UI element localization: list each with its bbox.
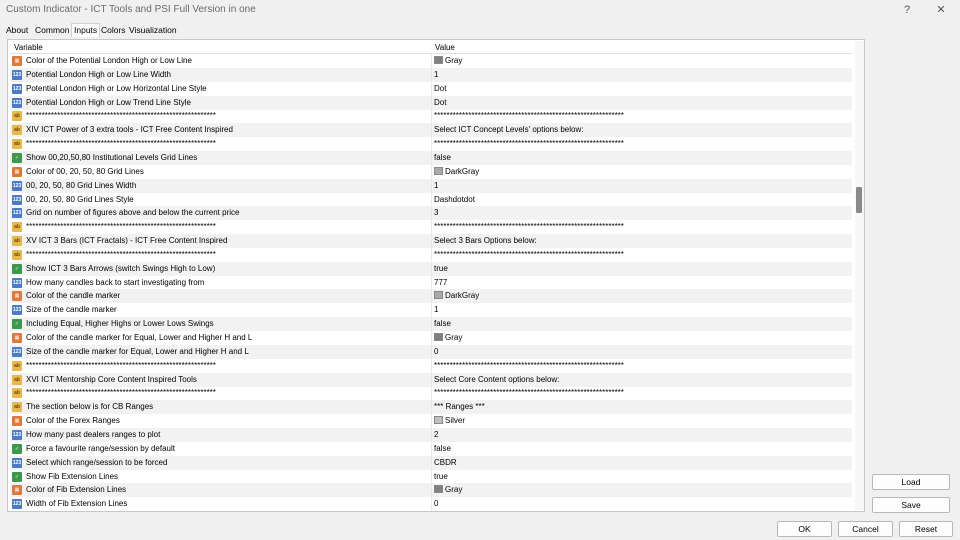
value-text: Silver xyxy=(445,416,466,426)
variable-value[interactable] xyxy=(434,430,844,439)
table-row[interactable] xyxy=(10,82,852,96)
variable-name: Potential London High or Low Trend Line Style xyxy=(26,97,191,107)
column-divider xyxy=(431,414,432,428)
variable-name: Show Fib Extension Lines xyxy=(26,471,119,481)
inputs-grid xyxy=(10,54,852,511)
column-divider xyxy=(431,179,432,193)
help-icon[interactable]: ? xyxy=(903,4,911,16)
variable-value[interactable] xyxy=(434,388,844,397)
column-header-value[interactable]: Value xyxy=(435,43,455,52)
variable-name: ************************************************************* xyxy=(26,222,216,232)
variable-value[interactable] xyxy=(434,222,844,231)
window-title: Custom Indicator - ICT Tools and PSI Full Version in one xyxy=(6,4,256,15)
variable-value[interactable] xyxy=(434,195,844,204)
table-row[interactable] xyxy=(10,331,852,345)
value-text: true xyxy=(434,263,448,273)
column-divider xyxy=(431,82,432,96)
color-swatch xyxy=(434,167,443,175)
variable-value[interactable] xyxy=(434,485,844,494)
variable-name: Size of the candle marker xyxy=(26,305,117,315)
value-text: DarkGray xyxy=(445,291,480,301)
value-text: ************************************************************* xyxy=(434,111,624,121)
vertical-scrollbar[interactable] xyxy=(855,41,864,510)
variable-name: XV ICT 3 Bars (ICT Fractals) - ICT Free Content Inspired xyxy=(26,236,228,246)
column-divider xyxy=(431,470,432,484)
table-row[interactable] xyxy=(10,109,852,123)
column-divider xyxy=(431,276,432,290)
text-icon: ab xyxy=(12,236,22,246)
value-text: false xyxy=(434,152,451,162)
color-swatch xyxy=(434,56,443,64)
variable-name: Color of the Potential London High or Low Line xyxy=(26,56,192,65)
variable-name: Width of Fib Extension Lines xyxy=(26,499,128,509)
variable-name: ************************************************************* xyxy=(26,111,216,121)
number-icon: 123 xyxy=(12,182,22,189)
variable-value[interactable] xyxy=(434,167,844,176)
number-icon: 123 xyxy=(12,348,22,355)
variable-name: How many past dealers ranges to plot xyxy=(26,429,161,439)
text-icon: ab xyxy=(12,222,22,232)
tab-visualization[interactable]: Visualization xyxy=(129,25,177,35)
text-icon: ab xyxy=(12,250,22,260)
variable-name: How many candles back to start investigating from xyxy=(26,277,205,287)
table-row[interactable] xyxy=(10,276,852,290)
color-icon: ▦ xyxy=(12,416,22,426)
variable-name: ************************************************************* xyxy=(26,139,216,149)
variable-value[interactable] xyxy=(434,278,844,287)
variable-value[interactable] xyxy=(434,139,844,148)
color-icon: ▦ xyxy=(12,291,22,301)
column-divider xyxy=(431,317,432,331)
table-row[interactable] xyxy=(10,470,852,484)
value-text: ************************************************************* xyxy=(434,388,624,398)
value-text: ************************************************************* xyxy=(434,139,624,149)
variable-name: Potential London High or Low Horizontal Line Style xyxy=(26,83,207,93)
column-divider xyxy=(431,442,432,456)
variable-value[interactable] xyxy=(434,305,844,314)
color-icon: ▦ xyxy=(12,56,22,66)
tab-bar xyxy=(0,22,960,39)
variable-name: Show 00,20,50,80 Institutional Levels Grid Lines xyxy=(26,152,198,162)
save-button[interactable]: Save xyxy=(872,497,950,513)
variable-name: ************************************************************* xyxy=(26,360,216,370)
table-row[interactable] xyxy=(10,303,852,317)
value-text: 1 xyxy=(434,305,439,315)
tab-inputs[interactable]: Inputs xyxy=(71,23,100,37)
variable-value[interactable] xyxy=(434,250,844,259)
color-swatch xyxy=(434,291,443,299)
table-row[interactable] xyxy=(10,317,852,331)
value-text: Gray xyxy=(445,56,463,65)
grid-header xyxy=(10,42,852,54)
scrollbar-thumb[interactable] xyxy=(856,187,862,213)
number-icon: 123 xyxy=(12,431,22,438)
column-divider xyxy=(431,193,432,207)
column-divider xyxy=(431,165,432,179)
table-row[interactable] xyxy=(10,234,852,248)
value-text: Gray xyxy=(445,333,463,342)
bool-icon: ✓ xyxy=(12,444,22,454)
variable-name: Including Equal, Higher Highs or Lower Lows Swings xyxy=(26,319,214,329)
table-row[interactable] xyxy=(10,373,852,387)
table-row[interactable] xyxy=(10,483,852,497)
value-text: Gray xyxy=(445,485,463,495)
column-divider xyxy=(431,289,432,303)
value-text: Select Core Content options below: xyxy=(434,374,560,384)
table-row[interactable] xyxy=(10,456,852,470)
variable-value[interactable] xyxy=(434,291,844,300)
text-icon: ab xyxy=(12,125,22,135)
variable-value[interactable] xyxy=(434,125,844,134)
variable-value[interactable] xyxy=(434,111,844,120)
column-divider xyxy=(431,331,432,345)
variable-name: Select which range/session to be forced xyxy=(26,457,168,467)
text-icon: ab xyxy=(12,402,22,412)
variable-value[interactable] xyxy=(434,153,844,162)
variable-value[interactable] xyxy=(434,264,844,273)
cancel-button[interactable]: Cancel xyxy=(838,521,893,537)
column-divider xyxy=(431,497,432,511)
variable-name: Color of the Forex Ranges xyxy=(26,416,120,426)
value-text: 3 xyxy=(434,208,439,218)
column-divider xyxy=(431,386,432,400)
variable-value[interactable] xyxy=(434,499,844,508)
value-text: 0 xyxy=(434,499,439,509)
column-divider xyxy=(431,137,432,151)
table-row[interactable] xyxy=(10,179,852,193)
value-text: 2 xyxy=(434,429,439,439)
variable-name: Show ICT 3 Bars Arrows (switch Swings High to Low) xyxy=(26,263,216,273)
text-icon: ab xyxy=(12,375,22,385)
number-icon: 123 xyxy=(12,459,22,466)
column-divider xyxy=(431,373,432,387)
variable-name: Color of 00, 20, 50, 80 Grid Lines xyxy=(26,166,144,176)
number-icon: 123 xyxy=(12,279,22,286)
variable-name: Potential London High or Low Line Width xyxy=(26,69,171,79)
variable-name: 00, 20, 50, 80 Grid Lines Style xyxy=(26,194,134,204)
color-swatch xyxy=(434,485,443,493)
variable-value[interactable] xyxy=(434,98,844,107)
table-row[interactable] xyxy=(10,345,852,359)
column-divider xyxy=(431,54,432,68)
value-text: Dashdotdot xyxy=(434,194,475,204)
title-bar xyxy=(0,0,960,22)
variable-value[interactable] xyxy=(434,416,844,425)
value-text: 1 xyxy=(434,69,439,79)
value-text: 1 xyxy=(434,180,439,190)
color-swatch xyxy=(434,333,443,341)
table-row[interactable] xyxy=(10,220,852,234)
column-divider xyxy=(431,96,432,110)
value-text: true xyxy=(434,471,448,481)
value-text: ************************************************************* xyxy=(434,249,624,259)
tab-about[interactable]: About xyxy=(6,25,29,35)
color-icon: ▦ xyxy=(12,167,22,177)
bool-icon: ✓ xyxy=(12,319,22,329)
variable-name: Grid on number of figures above and below the current price xyxy=(26,208,240,218)
table-row[interactable] xyxy=(10,400,852,414)
table-row[interactable] xyxy=(10,206,852,220)
column-divider xyxy=(431,234,432,248)
ok-button[interactable]: OK xyxy=(777,521,832,537)
table-row[interactable] xyxy=(10,359,852,373)
column-divider xyxy=(431,400,432,414)
table-row[interactable] xyxy=(10,96,852,110)
variable-value[interactable] xyxy=(434,70,844,79)
column-divider xyxy=(431,359,432,373)
value-text: Dot xyxy=(434,97,447,107)
value-text: 0 xyxy=(434,346,439,356)
close-icon[interactable]: ✕ xyxy=(936,4,946,16)
column-divider xyxy=(431,248,432,262)
variable-value[interactable] xyxy=(434,402,844,411)
table-row[interactable] xyxy=(10,386,852,400)
table-row[interactable] xyxy=(10,289,852,303)
color-icon: ▦ xyxy=(12,485,22,495)
variable-name: ************************************************************* xyxy=(26,388,216,398)
column-divider xyxy=(431,151,432,165)
column-divider xyxy=(431,262,432,276)
variable-name: 00, 20, 50, 80 Grid Lines Width xyxy=(26,180,137,190)
column-divider xyxy=(431,123,432,137)
column-divider xyxy=(431,109,432,123)
value-text: ************************************************************* xyxy=(434,360,624,370)
value-text: 777 xyxy=(434,277,448,287)
value-text: false xyxy=(434,443,451,453)
variable-value[interactable] xyxy=(434,236,844,245)
variable-name: XVI ICT Mentorship Core Content Inspired Tools xyxy=(26,374,197,384)
table-row[interactable] xyxy=(10,137,852,151)
table-row[interactable] xyxy=(10,165,852,179)
load-button[interactable]: Load xyxy=(872,474,950,490)
value-text: CBDR xyxy=(434,457,457,467)
table-row[interactable] xyxy=(10,54,852,68)
table-row[interactable] xyxy=(10,68,852,82)
table-row[interactable] xyxy=(10,262,852,276)
variable-name: The section below is for CB Ranges xyxy=(26,402,154,412)
number-icon: 123 xyxy=(12,71,22,78)
variable-name: Color of Fib Extension Lines xyxy=(26,485,127,495)
variable-value[interactable] xyxy=(434,319,844,328)
variable-value[interactable] xyxy=(434,84,844,93)
number-icon: 123 xyxy=(12,501,22,508)
table-row[interactable] xyxy=(10,497,852,511)
column-divider xyxy=(431,68,432,82)
column-divider xyxy=(431,303,432,317)
bool-icon: ✓ xyxy=(12,153,22,163)
column-divider xyxy=(431,456,432,470)
tab-colors[interactable]: Colors xyxy=(101,25,126,35)
number-icon: 123 xyxy=(12,210,22,217)
variable-name: ************************************************************* xyxy=(26,249,216,259)
tab-common[interactable]: Common xyxy=(35,25,70,35)
variable-value[interactable] xyxy=(434,347,844,356)
variable-value[interactable] xyxy=(434,458,844,467)
column-divider xyxy=(431,483,432,497)
value-text: false xyxy=(434,319,451,329)
column-divider xyxy=(431,206,432,220)
value-text: Dot xyxy=(434,83,447,93)
text-icon: ab xyxy=(12,139,22,149)
table-row[interactable] xyxy=(10,414,852,428)
variable-name: Force a favourite range/session by default xyxy=(26,443,175,453)
bool-icon: ✓ xyxy=(12,472,22,482)
value-text: *** Ranges *** xyxy=(434,402,485,412)
inputs-panel xyxy=(7,39,865,512)
column-header-variable[interactable]: Variable xyxy=(14,43,43,52)
table-row[interactable] xyxy=(10,428,852,442)
reset-button[interactable]: Reset xyxy=(899,521,953,537)
column-divider xyxy=(431,428,432,442)
table-row[interactable] xyxy=(10,442,852,456)
variable-value[interactable] xyxy=(434,56,844,65)
variable-value[interactable] xyxy=(434,375,844,384)
value-text: Select ICT Concept Levels' options below: xyxy=(434,125,584,135)
variable-value[interactable] xyxy=(434,333,844,342)
bool-icon: ✓ xyxy=(12,264,22,274)
table-row[interactable] xyxy=(10,123,852,137)
color-icon: ▦ xyxy=(12,333,22,343)
variable-value[interactable] xyxy=(434,361,844,370)
column-divider xyxy=(431,220,432,234)
value-text: ************************************************************* xyxy=(434,222,624,232)
number-icon: 123 xyxy=(12,99,22,106)
variable-value[interactable] xyxy=(434,444,844,453)
variable-name: XIV ICT Power of 3 extra tools - ICT Free Content Inspired xyxy=(26,125,233,135)
table-row[interactable] xyxy=(10,151,852,165)
variable-name: Size of the candle marker for Equal, Lower and Higher H and L xyxy=(26,346,249,356)
text-icon: ab xyxy=(12,388,22,398)
number-icon: 123 xyxy=(12,85,22,92)
variable-name: Color of the candle marker for Equal, Lower and Higher H and L xyxy=(26,333,253,342)
number-icon: 123 xyxy=(12,307,22,314)
text-icon: ab xyxy=(12,361,22,371)
table-row[interactable] xyxy=(10,193,852,207)
variable-value[interactable] xyxy=(434,208,844,217)
value-text: Select 3 Bars Options below: xyxy=(434,236,537,246)
variable-name: Color of the candle marker xyxy=(26,291,121,301)
table-row[interactable] xyxy=(10,248,852,262)
value-text: DarkGray xyxy=(445,166,480,176)
text-icon: ab xyxy=(12,111,22,121)
color-swatch xyxy=(434,416,443,424)
number-icon: 123 xyxy=(12,196,22,203)
column-divider xyxy=(431,345,432,359)
variable-value[interactable] xyxy=(434,181,844,190)
variable-value[interactable] xyxy=(434,472,844,481)
